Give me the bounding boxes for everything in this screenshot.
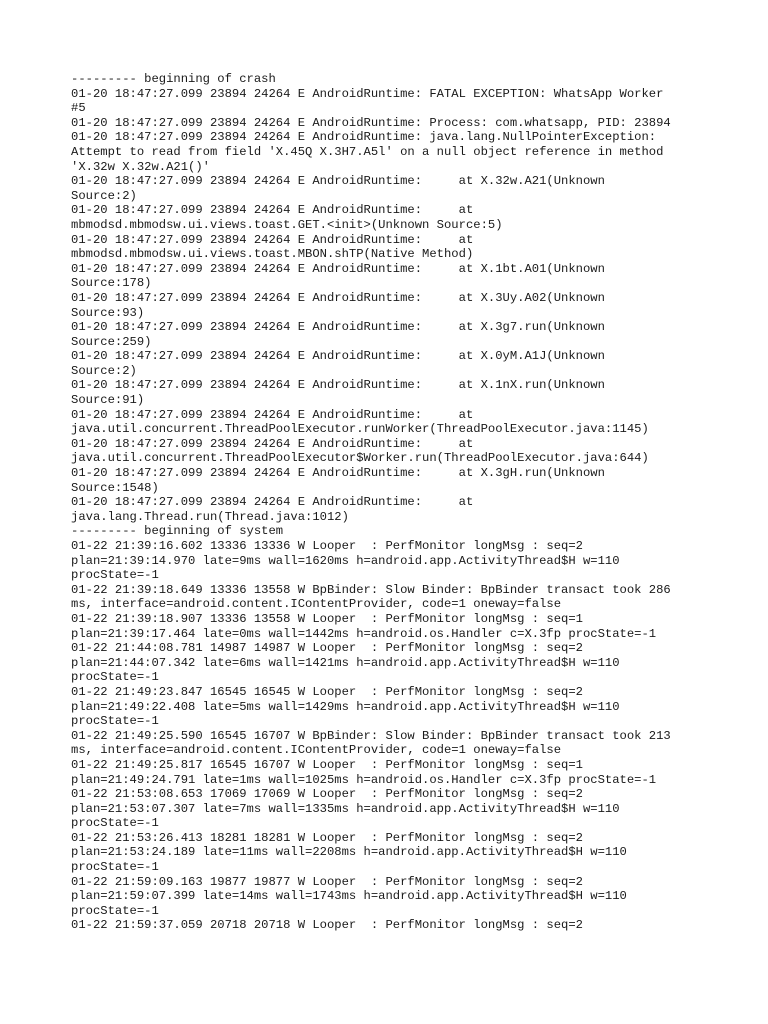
log-line: plan=21:59:07.399 late=14ms wall=1743ms h=android.app.ActivityThread$H w=110	[71, 889, 627, 904]
log-line: procState=-1	[71, 714, 159, 729]
log-line: plan=21:49:22.408 late=5ms wall=1429ms h=android.app.ActivityThread$H w=110	[71, 699, 620, 714]
log-line: 01-20 18:47:27.099 23894 24264 E AndroidRuntime: at	[71, 436, 474, 451]
log-line: java.util.concurrent.ThreadPoolExecutor$Worker.run(ThreadPoolExecutor.java:644)	[71, 451, 649, 466]
log-line: mbmodsd.mbmodsw.ui.views.toast.MBON.shTP(Native Method)	[71, 247, 474, 262]
log-line: mbmodsd.mbmodsw.ui.views.toast.GET.<init>(Unknown Source:5)	[71, 217, 503, 232]
log-line: 01-20 18:47:27.099 23894 24264 E AndroidRuntime: at	[71, 203, 474, 218]
log-line: Source:2)	[71, 363, 137, 378]
log-line: 01-22 21:59:37.059 20718 20718 W Looper : PerfMonitor longMsg : seq=2	[71, 918, 583, 933]
log-line: 01-20 18:47:27.099 23894 24264 E AndroidRuntime: at	[71, 232, 474, 247]
log-line: 01-22 21:39:16.602 13336 13336 W Looper : PerfMonitor longMsg : seq=2	[71, 539, 583, 553]
log-line: plan=21:53:24.189 late=11ms wall=2208ms h=android.app.ActivityThread$H w=110	[71, 845, 627, 860]
log-line: plan=21:44:07.342 late=6ms wall=1421ms h=android.app.ActivityThread$H w=110	[71, 655, 620, 670]
log-line: procState=-1	[71, 670, 159, 685]
log-line: 01-20 18:47:27.099 23894 24264 E AndroidRuntime: at X.3gH.run(Unknown	[71, 466, 605, 481]
log-line: 01-20 18:47:27.099 23894 24264 E AndroidRuntime: Process: com.whatsapp, PID: 23894	[71, 115, 671, 130]
log-line: 01-20 18:47:27.099 23894 24264 E AndroidRuntime: at X.0yM.A1J(Unknown	[71, 349, 605, 364]
log-line: 01-22 21:49:25.817 16545 16707 W Looper : PerfMonitor longMsg : seq=1	[71, 757, 583, 772]
log-line: java.lang.Thread.run(Thread.java:1012)	[71, 509, 349, 524]
log-line: 01-20 18:47:27.099 23894 24264 E AndroidRuntime: FATAL EXCEPTION: WhatsApp Worker	[71, 86, 664, 101]
log-line: Attempt to read from field 'X.45Q X.3H7.A5l' on a null object reference in method	[71, 144, 664, 159]
log-line: #5	[71, 101, 86, 116]
log-text-block	[71, 72, 711, 933]
log-line: 01-22 21:39:18.649 13336 13558 W BpBinder: Slow Binder: BpBinder transact took 286	[71, 582, 671, 597]
log-line: 01-20 18:47:27.099 23894 24264 E AndroidRuntime: at X.3Uy.A02(Unknown	[71, 290, 605, 305]
log-line: procState=-1	[71, 816, 159, 831]
log-line: 01-22 21:49:25.590 16545 16707 W BpBinder: Slow Binder: BpBinder transact took 213	[71, 728, 671, 743]
log-line: 01-20 18:47:27.099 23894 24264 E AndroidRuntime: at	[71, 495, 474, 510]
log-line: 01-20 18:47:27.099 23894 24264 E AndroidRuntime: at	[71, 407, 474, 422]
log-line: 01-22 21:59:09.163 19877 19877 W Looper : PerfMonitor longMsg : seq=2	[71, 874, 583, 889]
log-line: ms, interface=android.content.IContentProvider, code=1 oneway=false	[71, 597, 562, 612]
log-line: 01-20 18:47:27.099 23894 24264 E AndroidRuntime: at X.32w.A21(Unknown	[71, 174, 605, 189]
log-line: Source:2)	[71, 188, 137, 203]
log-line: 01-20 18:47:27.099 23894 24264 E AndroidRuntime: at X.1nX.run(Unknown	[71, 378, 605, 393]
log-line: 01-22 21:44:08.781 14987 14987 W Looper : PerfMonitor longMsg : seq=2	[71, 641, 583, 656]
log-line: Source:178)	[71, 276, 152, 291]
log-line: procState=-1	[71, 860, 159, 875]
log-line: ms, interface=android.content.IContentProvider, code=1 oneway=false	[71, 743, 562, 758]
log-line: plan=21:53:07.307 late=7ms wall=1335ms h=android.app.ActivityThread$H w=110	[71, 801, 620, 816]
log-line: Source:1548)	[71, 480, 159, 495]
log-line: Source:93)	[71, 305, 145, 320]
log-line: 01-22 21:53:08.653 17069 17069 W Looper : PerfMonitor longMsg : seq=2	[71, 787, 583, 802]
log-line: --------- beginning of crash	[71, 72, 276, 86]
log-line: 'X.32w X.32w.A21()'	[71, 159, 210, 174]
log-line: 01-20 18:47:27.099 23894 24264 E AndroidRuntime: at X.1bt.A01(Unknown	[71, 261, 605, 276]
log-line: java.util.concurrent.ThreadPoolExecutor.runWorker(ThreadPoolExecutor.java:1145)	[71, 422, 649, 437]
log-line: procState=-1	[71, 568, 159, 583]
log-line: --------- beginning of system	[71, 524, 284, 539]
log-line: 01-20 18:47:27.099 23894 24264 E AndroidRuntime: java.lang.NullPointerException:	[71, 130, 657, 145]
log-line: 01-22 21:49:23.847 16545 16545 W Looper : PerfMonitor longMsg : seq=2	[71, 684, 583, 699]
log-line: 01-22 21:39:18.907 13336 13558 W Looper : PerfMonitor longMsg : seq=1	[71, 611, 583, 626]
log-line: plan=21:49:24.791 late=1ms wall=1025ms h=android.os.Handler c=X.3fp procState=-1	[71, 772, 657, 787]
log-line: Source:259)	[71, 334, 152, 349]
log-line: 01-22 21:53:26.413 18281 18281 W Looper : PerfMonitor longMsg : seq=2	[71, 830, 583, 845]
log-line: Source:91)	[71, 393, 145, 408]
log-line: plan=21:39:17.464 late=0ms wall=1442ms h=android.os.Handler c=X.3fp procState=-1	[71, 626, 657, 641]
log-line: procState=-1	[71, 903, 159, 918]
log-line: 01-20 18:47:27.099 23894 24264 E AndroidRuntime: at X.3g7.run(Unknown	[71, 320, 605, 335]
log-line: plan=21:39:14.970 late=9ms wall=1620ms h=android.app.ActivityThread$H w=110	[71, 553, 620, 568]
